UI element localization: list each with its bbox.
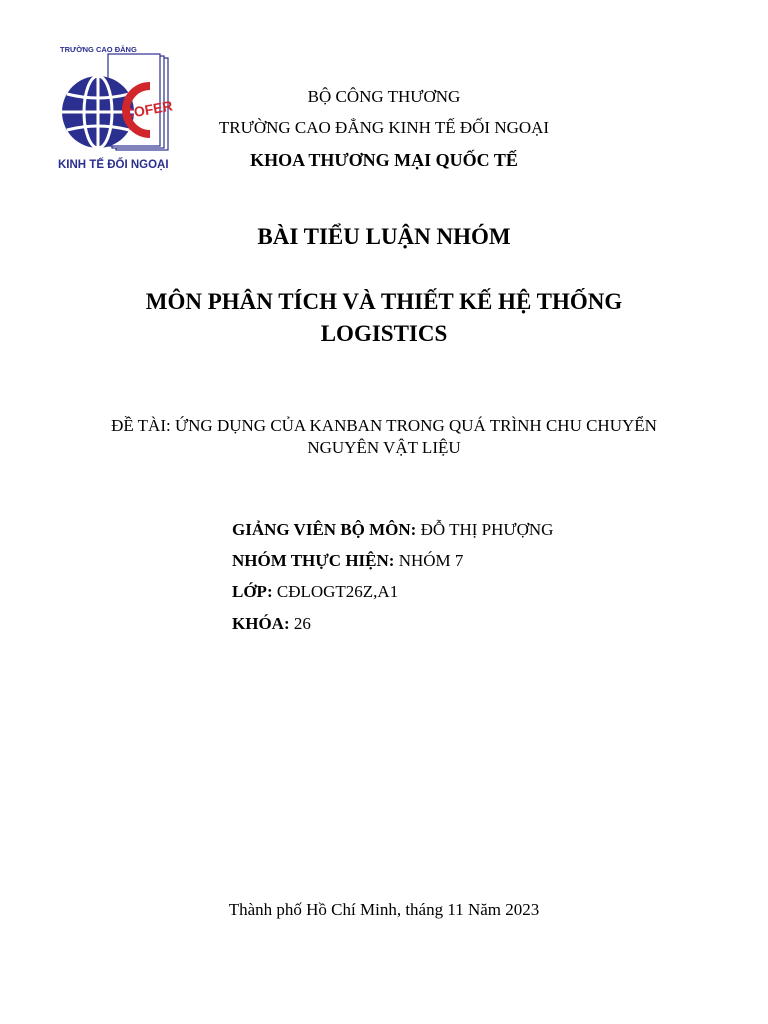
school-name: TRƯỜNG CAO ĐẲNG KINH TẾ ĐỐI NGOẠI <box>218 118 550 137</box>
info-class-label: LỚP: <box>232 582 273 601</box>
faculty-name: KHOA THƯƠNG MẠI QUỐC TẾ <box>250 150 518 170</box>
course-title-line-1: MÔN PHÂN TÍCH VÀ THIẾT KẾ HỆ THỐNG <box>145 289 623 314</box>
info-lecturer <box>232 520 553 540</box>
info-group-label: NHÓM THỰC HIỆN: <box>232 551 395 570</box>
topic-line-2: NGUYÊN VẬT LIỆU <box>307 438 461 457</box>
course-title-line-2: LOGISTICS <box>320 321 448 346</box>
report-type-title: BÀI TIỂU LUẬN NHÓM <box>257 224 511 249</box>
info-group <box>232 551 463 571</box>
info-group-value: NHÓM 7 <box>394 551 464 570</box>
info-class <box>232 582 398 602</box>
ministry-name: BỘ CÔNG THƯƠNG <box>307 87 461 106</box>
logo-brand-text: COFER <box>122 97 174 122</box>
logo-bottom-text: KINH TẾ ĐỐI NGOẠI <box>58 159 169 171</box>
info-cohort <box>232 614 311 634</box>
topic-line-1: ĐỀ TÀI: ỨNG DỤNG CỦA KANBAN TRONG QUÁ TRÌNH CHU CHUYỂN <box>111 416 657 435</box>
info-cohort-label: KHÓA: <box>232 614 290 633</box>
info-lecturer-value: ĐỖ THỊ PHƯỢNG <box>416 520 554 539</box>
info-class-value: CĐLOGT26Z,A1 <box>272 582 399 601</box>
info-cohort-value: 26 <box>289 614 311 633</box>
place-and-date: Thành phố Hồ Chí Minh, tháng 11 Năm 2023 <box>228 900 540 919</box>
logo-top-text: TRƯỜNG CAO ĐẲNG <box>60 45 137 54</box>
info-lecturer-label: GIẢNG VIÊN BỘ MÔN: <box>232 520 417 539</box>
